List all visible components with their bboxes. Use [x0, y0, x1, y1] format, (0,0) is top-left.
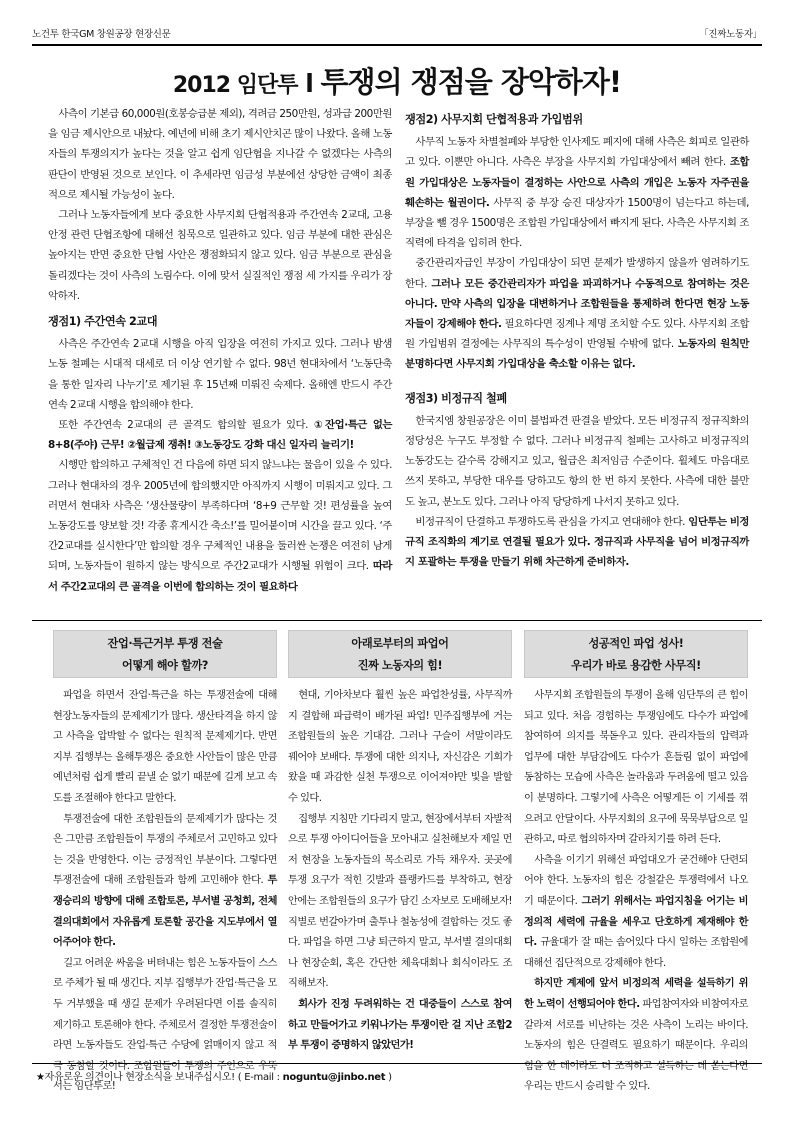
- header-masthead: 「진짜노동자」: [699, 29, 762, 40]
- bold-span: ①잔업·특근 없는 8+8(주야) 근무! ②월급제 쟁취! ③노동강도 강화 대신 일자리 늘리기!: [48, 419, 392, 452]
- footer-rule: [32, 1063, 762, 1064]
- paragraph: 현대, 기아차보다 훨씬 높은 파업찬성률, 사무직까지 결합해 파급력이 배가된 파업! 민주집행부에 거는 조합원들의 높은 기대감. 그러나 구슬이 서말이라도 꿰어야 보배다. 투쟁에 대한 의지나, 자신감은 기회가 왔을 때 과감한 실천 투쟁으로 이어져야만 빛을 발할 수 있다.: [288, 690, 512, 804]
- footer-email-link[interactable]: noguntu@jinbo.net: [282, 1072, 386, 1083]
- text-span: 중간관리자급인 부장이 가입대상이 되면 문제가 발생하지 않을까 염려하기도 한다.: [405, 257, 749, 290]
- article-right-column: [405, 104, 749, 572]
- bold-span: 그러나 모든 중간관리자가 파업을 파괴하거나 수동적으로 참여하는 것은 아니다. 만약 사측의 입장을 대변하거나 조합원들을 통제하려 한다면 현장 노동자들이 강제해야 한다.: [405, 277, 749, 331]
- issue-heading-3: 쟁점3) 비정규직 철폐: [405, 391, 507, 405]
- header-publication: 노건투 한국GM 창원공장 현장신문: [32, 29, 171, 40]
- text-span: 파업참여자와 비참여자로 갈라져 서로를 비난하는 것은 사측이 노리는 바이다. 노동자의 힘은 단결력도 필요하기 때문이다. 우리의 힘을 한 데이라도 더 조직하고 설득하는 데 쏟는다면 우리는 반드시 승리할 수 있다.: [524, 998, 748, 1093]
- paragraph: 집행부 지침만 기다리지 말고, 현장에서부터 자발적으로 투쟁 아이디어들을 모아내고 실천해보자 제일 먼저 현장을 노동자들의 목소리로 가득 채우자. 곳곳에 투쟁 요구가 적힌 깃발과 플랭카드를 부착하고, 현장 안에는 조합원들의 요구가 담긴 소자보로 도배해보자! 직별로 번갈아가며 출투나 철농성에 결합하는 것도 좋다. 파업을 하면 그냥 퇴근하지 말고, 부서별 결의대회나 현장순회, 혹은 간단한 체육대회나 회식이라도 조직해보자.: [288, 813, 512, 990]
- box-heading-line1: 잔업·특근거부 투쟁 전술: [107, 637, 223, 650]
- paragraph: 회사가 진정 두려워하는 건 대중들이 스스로 참여하고 만들어가고 키워나가는 투쟁이란 걸 지난 조합2부 투쟁이 증명하지 않았던가!: [288, 998, 512, 1052]
- paragraph: 사측이 기본급 60,000원(호봉승급분 제외), 격려금 250만원, 성과급 200만원을 임금 제시안으로 내놨다. 예년에 비해 초기 제시안치곤 많이 나왔다. 올해 노동자들의 투쟁의지가 높다는 것을 알고 쉽게 임단협을 지나갈 수 없겠다는 사측의 판단이 반영된 것으로 보인다. 이 추세라면 임금성 부분에선 상당한 금액이 최종적으로 제시될 가능성이 높다.: [48, 108, 392, 201]
- text-span: 필요하다면 징계나 제명 조치할 수도 있다. 사무지회 조합원 가입범위 결정에는 사무직의 특수성이 반영될 수밖에 없다.: [405, 318, 750, 351]
- box-heading-line2: 진짜 노동자의 힘!: [357, 659, 443, 672]
- text-span: 투쟁전술에 대한 조합원들의 문제제기가 많다는 것은 그만큼 조합원들이 투쟁의 주체로서 고민하고 있다는 것을 반영한다. 이는 긍정적인 부분이다. 그렇다면 투쟁전술에 대해 조합원들과 함께 고민해야 한다.: [53, 813, 277, 887]
- box-heading: [524, 630, 748, 678]
- sidebar-box-tactics: [47, 630, 283, 1098]
- box-heading-line2: 우리가 바로 용감한 사무직!: [571, 659, 701, 672]
- text-span: 사무직 중 부장 승진 대상자가 1500명이 넘는다고 하는데, 부장을 뺄 경우 1500명은 조합원 가입대상에서 빠지게 된다. 사측은 사무지회 조직력에 타격을 입히려 한다.: [405, 196, 749, 250]
- paragraph: [405, 253, 749, 374]
- paragraph: [405, 512, 749, 573]
- headline-main: 투쟁의 쟁점을 장악하자!: [320, 65, 622, 99]
- box-heading: [288, 630, 512, 678]
- paragraph: 그러나 노동자들에게 보다 중요한 사무지회 단협적용과 주간연속 2교대, 고용안정 관련 단협조항에 대해선 침묵으로 일관하고 있다. 임금 부분에 대한 관심은 높아지는 반면 중요한 단협 사안은 쟁점화되지 않고 있다. 임금 부분으로 관심을 돌리겠다는 것이 사측의 노림수다. 이에 맞서 실질적인 쟁점 세 가지를 우리가 장악하자.: [48, 209, 392, 302]
- article-left-column: [48, 104, 392, 597]
- bold-span: 조합원 가입대상은 노동자들이 결정하는 사안으로 사측의 개입은 노동자 자주권을 훼손하는 월권이다.: [405, 156, 749, 209]
- bold-span: 임단투는 비정규직 조직화의 계기로 연결될 필요가 있다. 정규직과 사무직을 넘어 비정규직까지 포괄하는 투쟁을 만들기 위해 차근하게 준비하자.: [405, 515, 749, 569]
- box-heading-line1: 성공적인 파업 성사!: [588, 637, 684, 650]
- issue-heading-1: 쟁점1) 주간연속 2교대: [48, 315, 158, 329]
- paragraph: 사측은 주간연속 2교대 시행을 아직 입장을 여전히 가지고 있다. 그러나 밤샘노동 철폐는 시대적 대세로 더 이상 연기할 수 없다. 98년 현대차에서 ‘노동단축을 통한 일자리 나누기’로 제기된 후 15년째 미뤄진 숙제다. 올해엔 반드시 주간연속 2교대 시행을 합의해야 한다.: [48, 338, 392, 411]
- sidebar-box-strike: [282, 630, 518, 1057]
- text-span: 사측을 이기기 위해선 파업대오가 굳건해야 단련되어야 한다. 노동자의 힘은 강철같은 투쟁력에서 나오기 때문이다.: [524, 854, 748, 907]
- issue-heading-2: 쟁점2) 사무지회 단협적용과 가입범위: [405, 113, 583, 126]
- box-body: [47, 686, 283, 1098]
- paragraph: [405, 132, 749, 253]
- box-heading-line2: 어떻게 해야 할까?: [122, 659, 208, 672]
- box-heading: [53, 630, 277, 678]
- footer-text-end: ): [385, 1072, 392, 1083]
- box-heading-line1: 아래로부터의 파업어: [351, 637, 449, 650]
- bold-span: 노동자의 원칙만 분명하다면 사무지회 가입대상을 축소할 이유는 없다.: [405, 338, 749, 371]
- paragraph: [48, 455, 392, 596]
- text-span: 규율대가 잘 때는 솜어있다 다시 일하는 조합원에 대해선 집단적으로 강제해야 한다.: [524, 937, 748, 969]
- paragraph: 사무지회 조합원들의 투쟁이 올해 임단투의 큰 힘이 되고 있다. 처음 경험하는 투쟁임에도 다수가 파업에 참여하여 의지를 북돋우고 있다. 관리자들의 압력과 업무에 대한 부담감에도 다수가 흔들림 없이 파업에 동참하는 모습에 사측은 놀라움과 두려움에 떨고 있음이 분명하다. 그렇기에 사측은 어떻게든 이 기세를 꺾으려고 안달이다. 사무지회의 요구에 묵묵부답으로 일관하고, 따로 협의하자며 갈라치기를 하려 든다.: [524, 690, 748, 846]
- text-span: 또한 주간연속 2교대의 큰 골격도 합의할 필요가 있다.: [58, 419, 309, 432]
- paragraph: 길고 어려운 싸움을 버텨내는 힘은 노동자들이 스스로 주체가 될 때 생긴다. 지부 집행부가 잔업·특근을 모두 거부했을 때 생길 문제가 우려된다면 이를 솔직히 제기하고 토론해야 한다. 주체로서 결정한 투쟁전술이라면 노동자들도 잔업·특근 수당에 얽매이지 않고 적극 동참할 것이다. 조합원들이 투쟁의 주인으로 우뚝 서는 임단투로!: [53, 957, 277, 1093]
- text-span: 시행만 합의하고 구체적인 건 다음에 하면 되지 않느냐는 물음이 있을 수 있다. 그러나 현대차의 경우 2005년에 합의했지만 아직까지 시행이 미뤄지고 있다. 그러면서 현대차 사측은 ‘생산물량이 부족하다며 ‘8+9 근무할 것! 편성률을 높여 노동강도를 양보할 것! 각종 휴게시간 축소!’를 밀어붙이며 시간을 끌고 있다. ‘주간2교대를 실시한다’만 합의할 경우 구체적인 내용을 둘러싼 논쟁은 여전히 남게 되며, 노동자들이 원하지 않는 방식으로 주간2교대가 시행될 위험이 크다.: [48, 459, 392, 573]
- sidebar-box-office-workers: [518, 630, 754, 1098]
- text-span: 사무직 노동자 차별철폐와 부당한 인사제도 폐지에 대해 사측은 회피로 일관하고 있다. 이뿐만 아니다. 사측은 부장을 사무지회 가입대상에서 빼려 한다.: [405, 136, 749, 169]
- box-body: [282, 686, 518, 1057]
- headline-year: 2012 임단투: [172, 73, 298, 98]
- header-rule: [32, 44, 762, 46]
- headline-separator: l: [305, 69, 313, 98]
- text-span: 비정규직이 단결하고 투쟁하도록 관심을 가지고 연대해야 한다.: [415, 515, 686, 528]
- bold-span: 따라서 주간2교대의 큰 골격을 이번에 합의하는 것이 필요하다: [48, 560, 392, 593]
- box-body: [518, 686, 754, 1098]
- paragraph: [48, 415, 392, 455]
- paragraph: 파업을 하면서 잔업·특근을 하는 투쟁전술에 대해 현장노동자들의 문제제기가 많다. 생산타격을 하지 않고 사측을 압박할 수 없다는 원칙적 문제제기다. 반면 지부 집행부는 올해투쟁은 중요한 사안들이 많은 만큼 예년처럼 쉽게 빨리 끝낼 순 없기 때문에 길게 보고 속도를 조절해야 한다고 말한다.: [53, 690, 277, 804]
- paragraph: [524, 851, 748, 975]
- paragraph: [53, 810, 277, 954]
- bold-span: 그러기 위해서는 파업지침을 어기는 비정의적 세력에 규율을 세우고 단호하게 제재해야 한다.: [524, 895, 748, 949]
- paragraph: 한국지엠 창원공장은 이미 불법파견 판결을 받았다. 모든 비정규직 정규직화의 정당성은 누구도 부정할 수 없다. 그러나 비정규직 철폐는 고사하고 비정규직의 노동강도는 갈수록 강해지고 있고, 월급은 최저임금 수준이다. 휠체도 마음대로 쓰지 못하고, 부당한 대우를 당하고도 항의 한 번 하지 못한다. 사측에 대한 불만도 높고, 분노도 있다. 그러나 아직 당당하게 나서지 못하고 있다.: [405, 414, 749, 508]
- footer: [36, 1068, 392, 1083]
- headline: [0, 60, 794, 100]
- section-separator: [32, 620, 762, 621]
- bold-span: 하지만 계제에 앞서 비정의적 세력을 설득하기 위한 노력이 선행되어야 한다.: [524, 978, 748, 1010]
- footer-text: ★자유로운 의견이나 현장소식을 보내주십시오! ( E-mail :: [36, 1072, 283, 1083]
- paragraph: [524, 974, 748, 1098]
- bold-span: 투쟁승리의 방향에 대해 조합토론, 부서별 공청회, 전체결의대회에서 자유롭게 토론할 공간을 지도부에서 열어주어야 한다.: [53, 875, 277, 949]
- page-header: [32, 26, 762, 42]
